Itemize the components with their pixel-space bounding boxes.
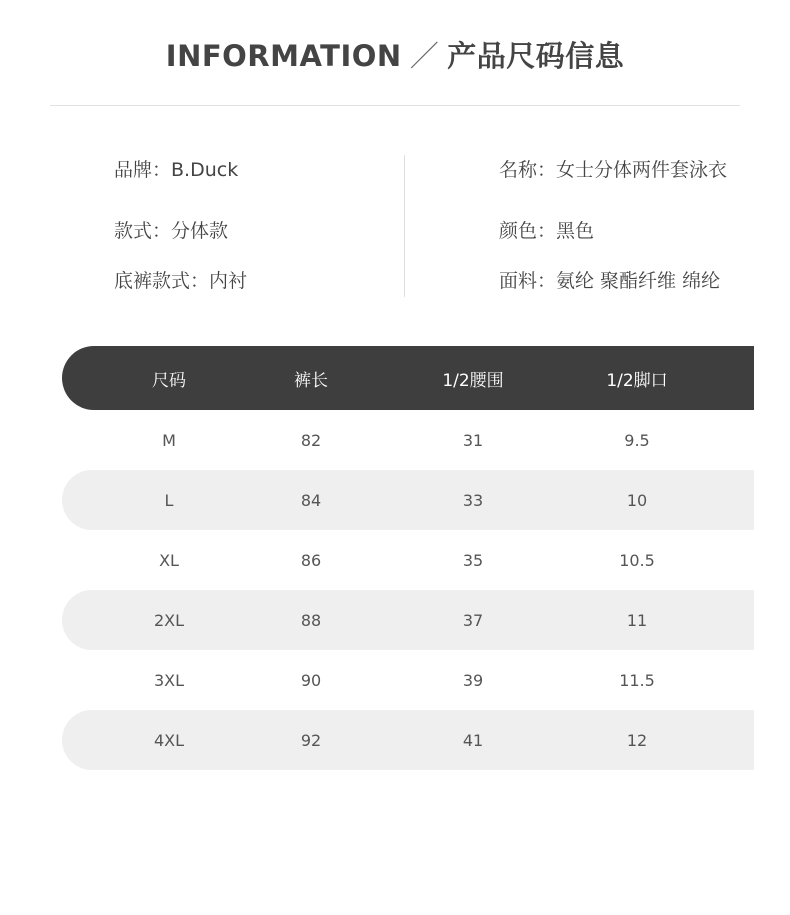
- table-row: [62, 530, 754, 590]
- info-bottom-style: 底裤款式：内衬: [114, 270, 248, 292]
- header-length: 裤长: [294, 370, 328, 391]
- table-row: [62, 410, 754, 470]
- page-title: [0, 34, 790, 75]
- title-chinese: 产品尺码信息: [447, 39, 625, 73]
- size-table-header: [62, 346, 754, 410]
- cell-size: 2XL: [153, 610, 185, 630]
- title-divider: [50, 105, 740, 106]
- cell-length: 92: [300, 730, 322, 750]
- cell-half-hem: 10.5: [619, 550, 655, 570]
- header-size: 尺码: [152, 370, 186, 391]
- cell-length: 86: [300, 550, 322, 570]
- header-half-hem: 1/2脚口: [606, 370, 668, 391]
- cell-half-waist: 35: [462, 550, 484, 570]
- info-color: 颜色：黑色: [499, 220, 595, 242]
- cell-half-hem: 11: [626, 610, 648, 630]
- cell-length: 84: [300, 490, 322, 510]
- size-table: [62, 346, 754, 770]
- table-row: [62, 470, 754, 530]
- cell-size: 4XL: [153, 730, 185, 750]
- cell-length: 90: [300, 670, 322, 690]
- table-row: [62, 710, 754, 770]
- cell-half-hem: 9.5: [624, 430, 650, 450]
- cell-half-waist: 37: [462, 610, 484, 630]
- cell-half-waist: 33: [462, 490, 484, 510]
- cell-size: L: [164, 490, 174, 510]
- title-separator: ／: [409, 39, 440, 73]
- cell-half-waist: 39: [462, 670, 484, 690]
- cell-half-hem: 12: [626, 730, 648, 750]
- cell-length: 82: [300, 430, 322, 450]
- cell-half-waist: 41: [462, 730, 484, 750]
- table-row: [62, 590, 754, 650]
- info-column-divider: [404, 155, 405, 297]
- cell-half-waist: 31: [462, 430, 484, 450]
- info-fabric: 面料：氨纶 聚酯纤维 绵纶: [499, 270, 721, 292]
- info-brand: 品牌：B.Duck: [114, 159, 239, 181]
- cell-half-hem: 10: [626, 490, 648, 510]
- cell-length: 88: [300, 610, 322, 630]
- title-english: INFORMATION: [165, 39, 402, 73]
- cell-size: 3XL: [153, 670, 185, 690]
- header-half-waist: 1/2腰围: [442, 370, 504, 391]
- info-style: 款式：分体款: [114, 220, 229, 242]
- table-row: [62, 650, 754, 710]
- cell-half-hem: 11.5: [619, 670, 655, 690]
- cell-size: M: [162, 430, 176, 450]
- info-name: 名称：女士分体两件套泳衣: [499, 159, 728, 181]
- cell-size: XL: [159, 550, 179, 570]
